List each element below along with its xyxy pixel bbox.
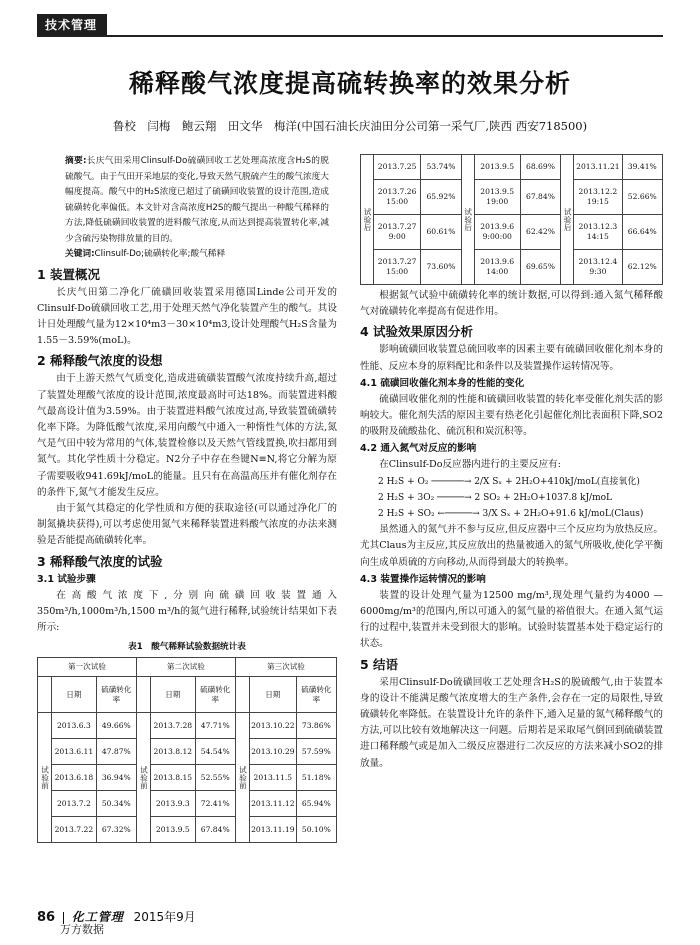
table-cell: 2013.9.5 xyxy=(151,817,196,843)
table-cell: 2013.11.12 xyxy=(249,791,296,817)
abstract-label: 摘要: xyxy=(65,156,87,166)
table-cell: 2013.7.25 xyxy=(374,155,421,180)
table-cell: 2013.7.27 9:00 xyxy=(374,215,421,250)
section-4-3-heading: 4.3 装置操作运转情况的影响 xyxy=(360,573,486,585)
right-column xyxy=(360,154,663,772)
table-cell: 2013.9.6 9:00:00 xyxy=(474,215,520,250)
table-cell: 60.61% xyxy=(421,215,461,250)
table-cell: 66.64% xyxy=(622,215,662,250)
col-header-rate: 硫磺转化率 xyxy=(195,677,235,713)
table-cell: 2013.7.22 xyxy=(52,817,97,843)
table-cell: 2013.11.19 xyxy=(249,817,296,843)
side-label: 试验前 xyxy=(38,713,52,843)
section-1-paragraph: 长庆气田第二净化厂硫磺回收装置采用德国Linde公司开发的Clinsulf-Do硫磺回收工艺,用于处理天然气净化装置产生的酸气。其设计日处理酸气量为12×10⁴m3－30×10⁴m3,设计处理酸气H₂S含量为1.55－3.59%(moL)。 xyxy=(37,286,337,347)
table-cell: 73.60% xyxy=(421,250,461,285)
table-cell: 65.94% xyxy=(296,791,336,817)
table-cell: 2013.7.26 15:00 xyxy=(374,180,421,215)
table-cell: 50.10% xyxy=(296,817,336,843)
side-label: 试验后 xyxy=(461,155,474,285)
side-label: 试验前 xyxy=(136,713,150,843)
table-cell: 47.71% xyxy=(195,713,235,739)
side-label: 试验前 xyxy=(235,713,249,843)
abstract xyxy=(37,154,337,263)
section-5-paragraph: 采用Clinsulf-Do硫磺回收工艺处理含H₂S的脱硫酸气,由于装置本身的设计不能满足酸气浓度增大的生产条件,会存在一定的局限性,导致硫磺转化率降低。在装置设计允许的条件下,通入足量的氮气稀释酸气的方法,可以比较有效地解决这一问题。后期若是采取尾气倒回到硫磺装置进口稀释酸气或是加入二级反应器进行二次反应的方法来减小SO2的排放量。 xyxy=(360,676,663,769)
table-cell: 47.87% xyxy=(96,739,136,765)
equation-2: 2 H₂S + 3O₂ ─────→ 2 SO₂ + 2H₂O+1037.8 kJ/moL xyxy=(378,492,613,503)
table-cell: 2013.10.29 xyxy=(249,739,296,765)
table-cell: 52.66% xyxy=(622,180,662,215)
table-1 xyxy=(37,657,337,843)
table-cell: 2013.6.3 xyxy=(52,713,97,739)
table-cell: 2013.7.27 15:00 xyxy=(374,250,421,285)
table-cell: 72.41% xyxy=(195,791,235,817)
table-cell: 73.86% xyxy=(296,713,336,739)
table-cell: 2013.7.2 xyxy=(52,791,97,817)
table-cell: 53.74% xyxy=(421,155,461,180)
table-cell: 67.84% xyxy=(195,817,235,843)
table-cell: 67.84% xyxy=(520,180,560,215)
table-cell: 52.55% xyxy=(195,765,235,791)
table-cell: 2013.11.5 xyxy=(249,765,296,791)
journal-logo: 化工管理 xyxy=(71,910,124,924)
section-tag: 技术管理 xyxy=(37,14,107,35)
author-line: 鲁校 闫梅 鲍云翔 田文华 梅洋(中国石油长庆油田分公司第一采气厂,陕西 西安718500) xyxy=(112,119,588,133)
table-cell: 2013.9.5 19:00 xyxy=(474,180,520,215)
table-cell: 39.41% xyxy=(622,155,662,180)
table-cell: 2013.12.3 14:15 xyxy=(574,215,622,250)
col-header-rate: 硫磺转化率 xyxy=(296,677,336,713)
group-header: 第三次试验 xyxy=(235,658,336,677)
equation-3: 2 H₂S + SO₂ ←─────→ 3/X Sₓ + 2H₂O+91.6 kJ/moL(Claus) xyxy=(378,509,644,520)
keywords: Clinsulf-Do;硫磺转化率;酸气稀释 xyxy=(94,249,226,259)
section-1-heading: 1 装置概况 xyxy=(37,266,101,282)
table-cell: 2013.8.12 xyxy=(151,739,196,765)
table-cell: 50.34% xyxy=(96,791,136,817)
table-cell: 69.65% xyxy=(520,250,560,285)
table-cell: 65.92% xyxy=(421,180,461,215)
table-cell: 2013.6.18 xyxy=(52,765,97,791)
section-4-2-paragraph: 虽然通入的氮气并不参与反应,但反应器中三个反应均为放热反应。尤其Claus为主反应,其反应放出的热量被通入的氮气所吸收,使化学平衡向生成单质硫的方向移动,从而得到最大的转换率。 xyxy=(360,524,663,568)
section-4-1-heading: 4.1 硫磺回收催化剂本身的性能的变化 xyxy=(360,377,525,389)
watermark: 万方数据 xyxy=(60,923,104,936)
table-cell: 2013.6.11 xyxy=(52,739,97,765)
table-cell: 2013.7.28 xyxy=(151,713,196,739)
table-cell: 62.42% xyxy=(520,215,560,250)
table-cell: 68.69% xyxy=(520,155,560,180)
section-3-1-heading: 3.1 试验步骤 xyxy=(37,573,96,585)
keywords-label: 关键词: xyxy=(65,249,95,259)
col-header-rate: 硫磺转化率 xyxy=(96,677,136,713)
issue-date: 2015年9月 xyxy=(133,910,196,924)
header-rule xyxy=(37,35,663,37)
col-header-date: 日期 xyxy=(249,677,296,713)
table-cell: 2013.10.22 xyxy=(249,713,296,739)
article-title: 稀释酸气浓度提高硫转换率的效果分析 xyxy=(128,69,571,98)
table-cell: 2013.11.21 xyxy=(574,155,622,180)
section-3-1-paragraph: 在高酸气浓度下,分别向硫磺回收装置通入350m³/h,1000m³/h,1500 m³/h的氮气进行稀释,试验统计结果如下表所示: xyxy=(37,589,337,633)
section-4-2-intro: 在Clinsulf-Do反应器内进行的主要反应有: xyxy=(379,459,561,471)
abstract-text: 长庆气田采用Clinsulf-Do硫磺回收工艺处理高浓度含H₂S的脱硫酸气。由于气田开采地层的变化,导致天然气脱硫产生的酸气浓度大幅度提高。酸气中的H₂S浓度已超过了硫磺回收装置的设计范围,造成硫磺转化率偏低。本文针对含高浓度H2S的酸气提出一种酸气稀释的方法,降低硫磺回收装置的进料酸气浓度,从而达到提高装置转化率,减少含硫污染物排放量的目的。 xyxy=(65,156,329,244)
table-conclusion: 根据氮气试验中硫磺转化率的统计数据,可以得到:通入氮气稀释酸气对硫磺转化率提高有促进作用。 xyxy=(360,290,663,318)
section-4-paragraph: 影响硫磺回收装置总硫回收率的因素主要有硫磺回收催化剂本身的性能、反应本身的原料配比和条件以及装置操作运转情况等。 xyxy=(360,344,663,372)
section-2-paragraph-1: 由于上游天然气气质变化,造成进硫磺装置酸气浓度持续升高,超过了装置处理酸气浓度的设计范围,浓度最高时可达18%。而装置进料酸气最高设计值为3.59%。由于装置进料酸气浓度过高,导致装置硫磺转化率下降。为降低酸气浓度,采用向酸气中通入一种惰性气体的方法,氮气是气田中较为常用的气体,装置检修以及天然气管线置换,吹扫都用到氮气。其化学性质十分稳定。N2分子中存在叁键N≡N,将它分解为原子需要吸收941.69kJ/moL的能量。且只有在高温高压并有催化剂存在的条件下,氮气才能发生反应。 xyxy=(37,373,337,498)
table-cell: 2013.9.5 xyxy=(474,155,520,180)
col-header-date: 日期 xyxy=(52,677,97,713)
section-4-1-paragraph: 硫磺回收催化剂的性能和硫磺回收装置的转化率受催化剂失活的影响较大。催化剂失活的原因主要有热老化引起催化剂比表面积下降,SO2的吸附及硫酸盐化、硫沉积和炭沉积等。 xyxy=(360,393,663,438)
page-number: 86 xyxy=(37,910,56,925)
section-2-heading: 2 稀释酸气浓度的设想 xyxy=(37,353,163,369)
section-2-paragraph-2: 由于氮气其稳定的化学性质和方便的获取途径(可以通过净化厂的制氮撬块获得),可以考虑使用氮气来稀释装置进料酸气浓度的办法来测验是否能提高硫磺转化率。 xyxy=(37,502,337,547)
section-4-3-paragraph: 装置的设计处理气量为12500 mg/m³,现处理气量约为4000 —6000mg/m³的范围内,所以可通入的氮气量的裕值很大。在通入氮气运行的过程中,装置并未受到很大的影响。试验时装置基本处于稳定运行的状态。 xyxy=(360,589,663,650)
table-cell: 62.12% xyxy=(622,250,662,285)
table-1-caption: 表1 酸气稀释试验数据统计表 xyxy=(128,642,246,653)
table-cell: 67.32% xyxy=(96,817,136,843)
table-cell: 36.94% xyxy=(96,765,136,791)
table-cell: 49.66% xyxy=(96,713,136,739)
section-4-2-heading: 4.2 通入氮气对反应的影响 xyxy=(360,443,477,455)
table-1-continued xyxy=(360,154,663,285)
equation-1: 2 H₂S + O₂ ──────→ 2/X Sₓ + 2H₂O+410kJ/moL(直接氧化) xyxy=(378,476,640,487)
table-cell: 2013.12.4 9:30 xyxy=(574,250,622,285)
table-cell: 2013.12.2 19:15 xyxy=(574,180,622,215)
group-header: 第一次试验 xyxy=(38,658,137,677)
section-5-heading: 5 结语 xyxy=(360,656,399,672)
table-cell: 2013.9.3 xyxy=(151,791,196,817)
side-label: 试验后 xyxy=(361,155,374,285)
table-cell: 51.18% xyxy=(296,765,336,791)
side-label: 试验后 xyxy=(561,155,574,285)
table-cell: 54.54% xyxy=(195,739,235,765)
section-4-heading: 4 试验效果原因分析 xyxy=(360,324,474,340)
table-cell: 57.59% xyxy=(296,739,336,765)
col-header-date: 日期 xyxy=(151,677,196,713)
left-column xyxy=(37,154,337,843)
group-header: 第二次试验 xyxy=(136,658,235,677)
table-cell: 2013.8.15 xyxy=(151,765,196,791)
section-3-heading: 3 稀释酸气浓度的试验 xyxy=(37,553,163,569)
table-cell: 2013.9.6 14:00 xyxy=(474,250,520,285)
